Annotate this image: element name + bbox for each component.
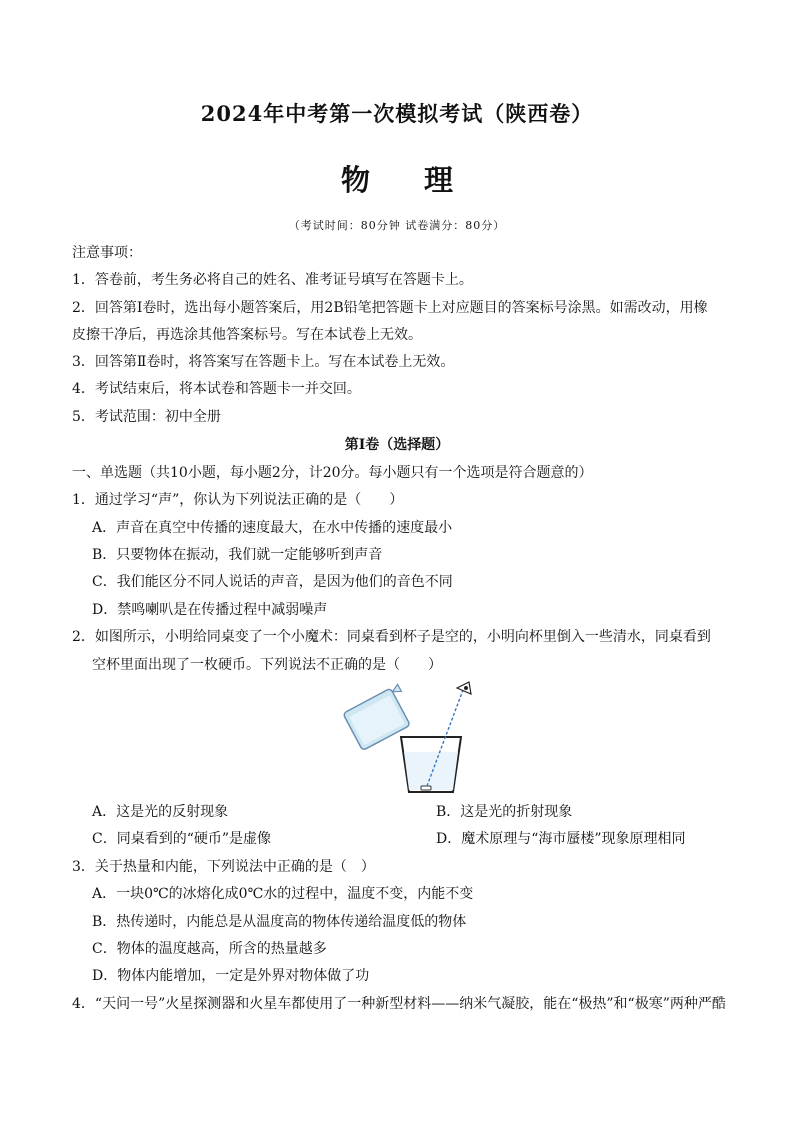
note-item: 4．考试结束后，将本试卷和答题卡一并交回。 (72, 381, 361, 397)
question-option: A．声音在真空中传播的速度最大，在水中传播的速度最小 (92, 520, 453, 536)
eye-icon (457, 682, 471, 694)
note-item: 2．回答第Ⅰ卷时，选出每小题答案后，用2B铅笔把答题卡上对应题目的答案标号涂黑。如需改动，用橡 (72, 300, 708, 316)
note-item: 5．考试范围：初中全册 (72, 409, 221, 425)
note-item: 1．答卷前，考生务必将自己的姓名、准考证号填写在答题卡上。 (72, 272, 473, 288)
question-stem: 2．如图所示，小明给同桌变了一个小魔术：同桌看到杯子是空的，小明向杯里倒入一些清水，同桌看到 (72, 629, 711, 645)
coin (421, 786, 431, 790)
note-item: 皮擦干净后，再选涂其他答案标号。写在本试卷上无效。 (72, 327, 422, 343)
section-title: 第Ⅰ卷（选择题） (344, 437, 450, 453)
question-stem-continued: 空杯里面出现了一枚硬币。下列说法不正确的是（ ） (92, 657, 442, 673)
section-instructions: 一、单选题（共10小题，每小题2分，计20分。每小题只有一个选项是符合题意的） (72, 465, 593, 481)
cup-coin-figure (335, 680, 485, 800)
question-option: A．一块0℃的冰熔化成0℃水的过程中，温度不变，内能不变 (92, 886, 474, 902)
question-option: D．魔术原理与“海市蜃楼”现象原理相同 (436, 831, 686, 847)
pouring-beaker (343, 684, 417, 750)
question-option: D．禁鸣喇叭是在传播过程中减弱噪声 (92, 602, 328, 618)
note-item: 3．回答第Ⅱ卷时，将答案写在答题卡上。写在本试卷上无效。 (72, 354, 455, 370)
exam-info: （考试时间：80分钟 试卷满分：80分） (288, 219, 506, 232)
question-option: C．我们能区分不同人说话的声音，是因为他们的音色不同 (92, 574, 453, 590)
exam-title: 2024年中考第一次模拟考试（陕西卷） (200, 101, 594, 126)
question-option: B．只要物体在振动，我们就一定能够听到声音 (92, 547, 383, 563)
question-stem: 1．通过学习“声”，你认为下列说法正确的是（ ） (72, 492, 404, 508)
question-stem: 3．关于热量和内能，下列说法中正确的是（ ） (72, 859, 375, 875)
question-stem: 4．“天问一号”火星探测器和火星车都使用了一种新型材料——纳米气凝胶，能在“极热”和“极寒”两种严酷 (72, 996, 726, 1012)
question-option: C．物体的温度越高，所含的热量越多 (92, 941, 327, 957)
subject-title: 物 理 (340, 163, 476, 197)
notes-heading: 注意事项： (72, 245, 142, 261)
question-option: D．物体内能增加，一定是外界对物体做了功 (92, 968, 370, 984)
question-option: A．这是光的反射现象 (92, 804, 229, 820)
question-option: C．同桌看到的“硬币”是虚像 (92, 831, 272, 847)
question-option: B．这是光的折射现象 (436, 804, 573, 820)
question-option: B．热传递时，内能总是从温度高的物体传递给温度低的物体 (92, 914, 467, 930)
